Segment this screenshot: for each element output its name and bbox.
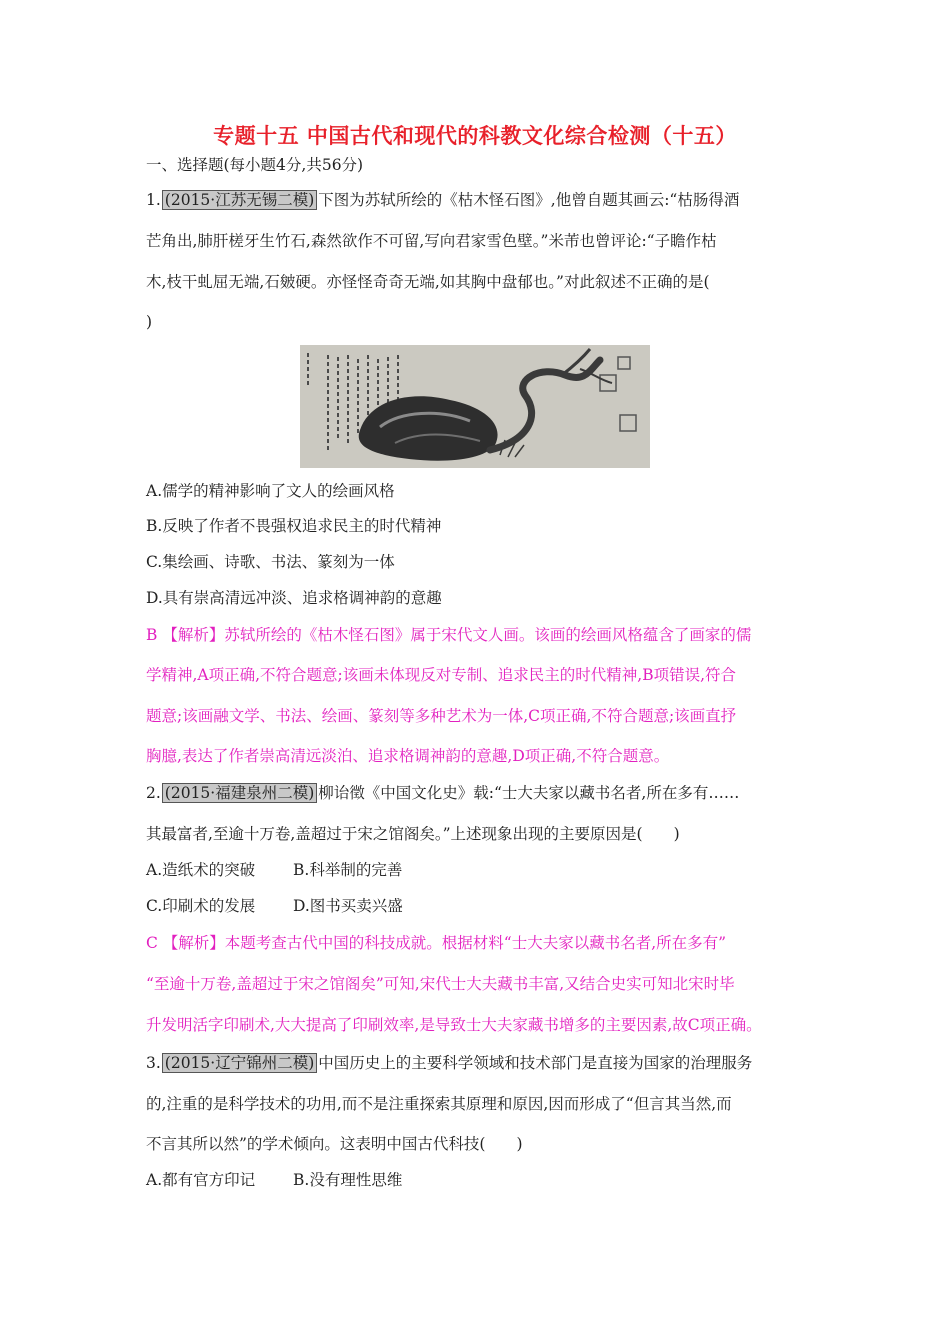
q1-number: 1.: [146, 191, 161, 209]
q2-options-row-1: [146, 860, 826, 880]
q3-source-tag: (2015·辽宁锦州二模): [162, 1053, 317, 1073]
q2-option-c: C.印刷术的发展: [146, 897, 256, 915]
q1-option-b: B.反映了作者不畏强权追求民主的时代精神: [146, 517, 442, 535]
q2-option-d: D.图书买卖兴盛: [293, 897, 403, 915]
q3-line-1: [146, 1053, 826, 1073]
q3-text: 中国历史上的主要科学领域和技术部门是直接为国家的治理服务: [318, 1054, 753, 1072]
q2-source-tag: (2015·福建泉州二模): [162, 783, 317, 803]
q1-line-1: [146, 190, 826, 210]
q1-answer-line-2: 学精神,A项正确,不符合题意;该画未体现反对专制、追求民主的时代精神,B项错误,符合: [146, 666, 737, 684]
q1-answer-line-3: 题意;该画融文学、书法、绘画、篆刻等多种艺术为一体,C项正确,不符合题意;该画直抒: [146, 707, 737, 725]
q2-answer-line-3: 升发明活字印刷术,大大提高了印刷效率,是导致士大夫家藏书增多的主要因素,故C项正确。: [146, 1016, 762, 1034]
q2-answer-line-1: C 【解析】本题考查古代中国的科技成就。根据材料“士大夫家以藏书名者,所在多有”: [146, 934, 727, 952]
q2-option-a: A.造纸术的突破: [146, 861, 256, 879]
q1-line-4: ): [146, 313, 153, 331]
q1-line-2: 芒角出,肺肝槎牙生竹石,森然欲作不可留,写向君家雪色壁。”米芾也曾评论:“子瞻作枯: [146, 232, 717, 250]
q2-number: 2.: [146, 784, 161, 802]
q1-source-tag: (2015·江苏无锡二模): [162, 190, 317, 210]
q3-option-b: B.没有理性思维: [293, 1171, 403, 1189]
q3-options-row-1: [146, 1170, 826, 1190]
document-title: 专题十五 中国古代和现代的科教文化综合检测（十五）: [213, 124, 737, 148]
q2-text: 柳诒徵《中国文化史》载:“士大夫家以藏书名者,所在多有……: [318, 784, 740, 802]
q1-text: 下图为苏轼所绘的《枯木怪石图》,他曾自题其画云:“枯肠得酒: [318, 191, 740, 209]
painting-illustration: [300, 345, 650, 468]
q1-option-d: D.具有崇高清远冲淡、追求格调神韵的意趣: [146, 589, 442, 607]
q3-number: 3.: [146, 1054, 161, 1072]
q1-answer-line-1: B 【解析】苏轼所绘的《枯木怪石图》属于宋代文人画。该画的绘画风格蕴含了画家的儒: [146, 626, 752, 644]
q2-line-2: 其最富者,至逾十万卷,盖超过于宋之馆阁矣。”上述现象出现的主要原因是( ): [146, 825, 680, 843]
section-heading: 一、选择题(每小题4分,共56分): [146, 156, 364, 174]
painting-image: [300, 345, 650, 468]
q2-option-b: B.科举制的完善: [293, 861, 403, 879]
q1-option-a: A.儒学的精神影响了文人的绘画风格: [146, 482, 395, 500]
q1-answer-line-4: 胸臆,表达了作者崇高清远淡泊、追求格调神韵的意趣,D项正确,不符合题意。: [146, 747, 670, 765]
q2-answer-line-2: “至逾十万卷,盖超过于宋之馆阁矣”可知,宋代士大夫藏书丰富,又结合史实可知北宋时毕: [146, 975, 735, 993]
q2-line-1: [146, 783, 826, 803]
q2-options-row-2: [146, 896, 826, 916]
q1-line-3: 木,枝干虬屈无端,石皴硬。亦怪怪奇奇无端,如其胸中盘郁也。”对此叙述不正确的是(: [146, 273, 710, 291]
q1-option-c: C.集绘画、诗歌、书法、篆刻为一体: [146, 553, 395, 571]
q3-line-3: 不言其所以然”的学术倾向。这表明中国古代科技( ): [146, 1135, 523, 1153]
q3-line-2: 的,注重的是科学技术的功用,而不是注重探索其原理和原因,因而形成了“但言其当然,而: [146, 1095, 732, 1113]
q3-option-a: A.都有官方印记: [146, 1171, 256, 1189]
